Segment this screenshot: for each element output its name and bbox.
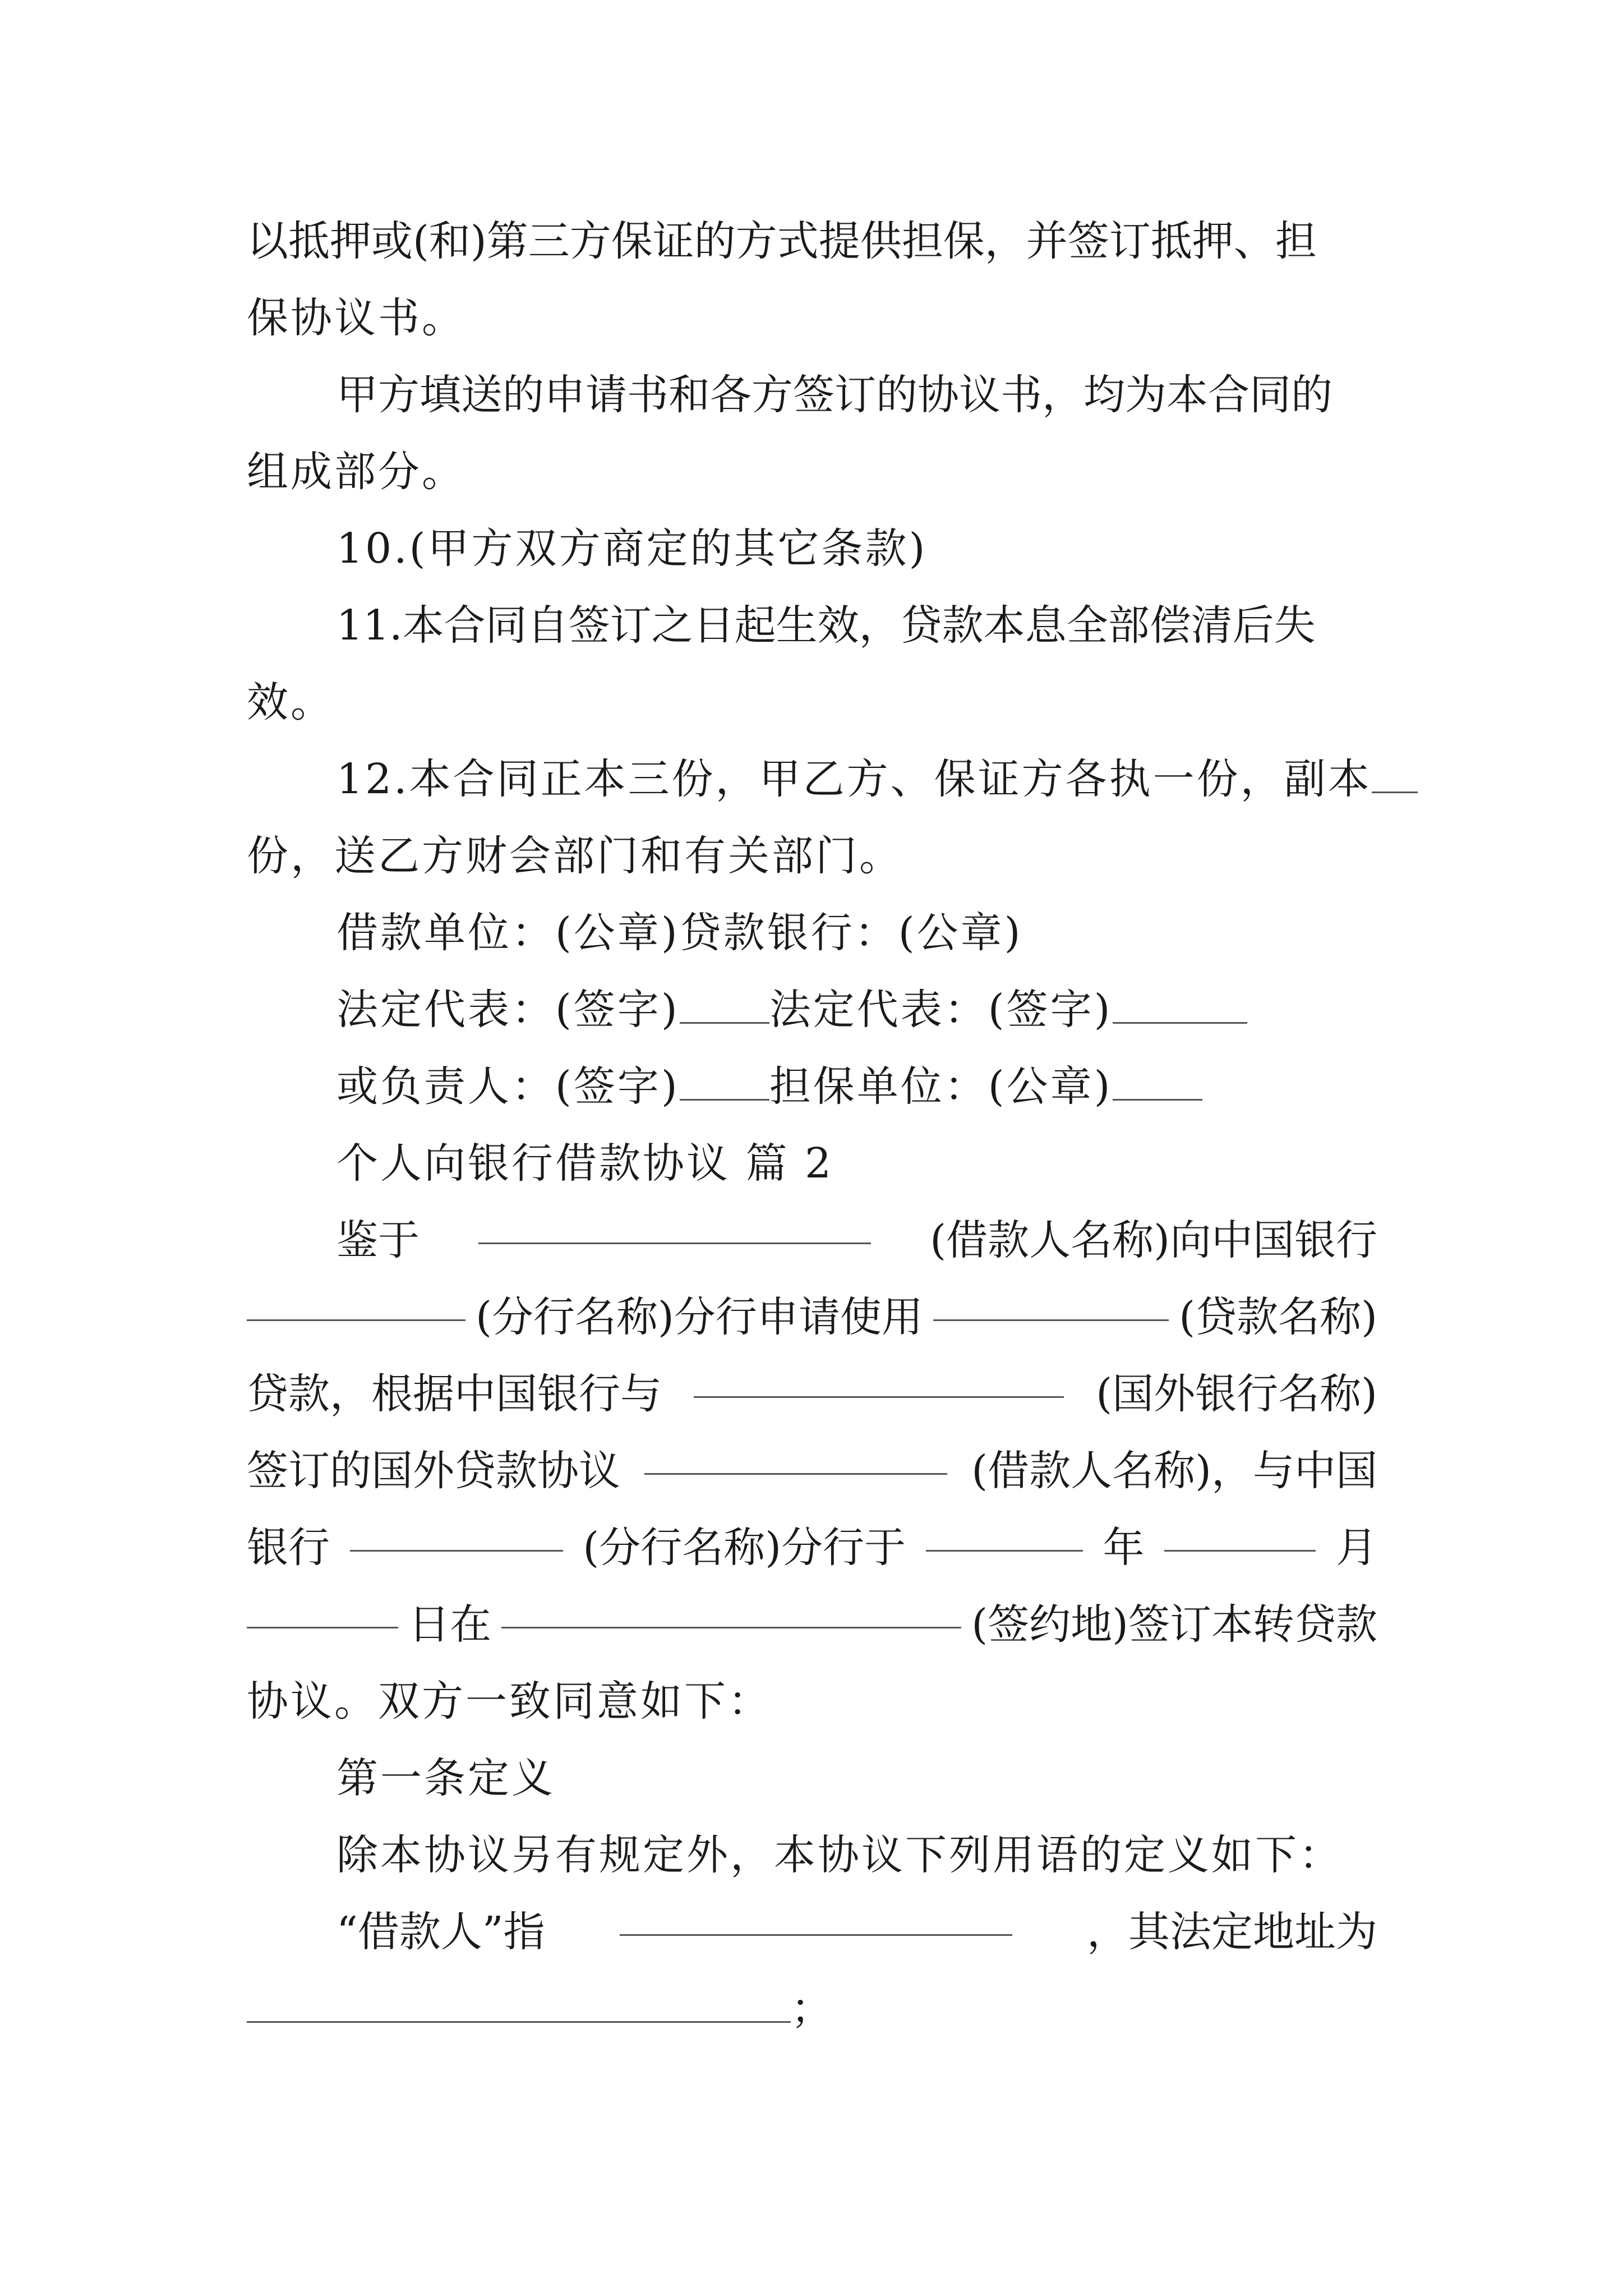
text-line: (国外银行名称) (1096, 1370, 1377, 1418)
fill-blank (1372, 750, 1418, 793)
paragraph-line (247, 663, 334, 742)
text-line: 月 (1335, 1524, 1377, 1572)
paragraph-line (247, 202, 1377, 280)
paragraph-line (336, 1201, 1377, 1280)
text-line: 11.本合同自签订之日起生效，贷款本息全部偿清后失 (336, 601, 1316, 650)
text-line: ； (791, 1985, 834, 2033)
text-line: (贷款名称) (1179, 1293, 1377, 1341)
text-line: 除本协议另有规定外，本协议下列用语的定义如下： (336, 1831, 1343, 1879)
text-line: 12.本合同正本三份，甲乙方、保证方各执一份，副本 (336, 755, 1372, 803)
fill-blank (478, 1201, 871, 1244)
text-line: 签订的国外贷款协议 (247, 1447, 620, 1495)
text-line: 日在 (408, 1600, 492, 1649)
fill-blank (1113, 981, 1247, 1024)
paragraph-line (247, 1970, 834, 2048)
fill-blank (247, 1278, 465, 1321)
fill-blank (1113, 1057, 1202, 1101)
paragraph-line (247, 1355, 1377, 1433)
text-line: “借款人”指 (336, 1908, 545, 1956)
signature-line (336, 894, 1022, 972)
text-line: 法定代表：(签字) (336, 986, 680, 1034)
fill-blank (247, 1585, 398, 1628)
paragraph-line (336, 1893, 1377, 1971)
text-line: 借款单位：(公章)贷款银行：(公章) (336, 909, 1023, 957)
paragraph-line (247, 1662, 772, 1741)
paragraph-line (247, 1585, 1377, 1664)
text-line: (借款人名称)，与中国 (971, 1447, 1377, 1495)
fill-blank (247, 1980, 791, 2023)
text-line: 效。 (247, 678, 334, 726)
text-line: 10.(甲方双方商定的其它条款) (336, 524, 928, 573)
text-line: 法定代表：(签字) (769, 986, 1113, 1034)
fill-blank (620, 1893, 1012, 1936)
text-line: ，其法定地址为 (1086, 1908, 1377, 1956)
fill-blank (1164, 1508, 1316, 1552)
fill-blank (680, 981, 769, 1024)
paragraph-line (336, 356, 1377, 434)
text-line: 甲方填送的申请书和各方签订的协议书，均为本合同的 (336, 371, 1332, 419)
text-line: 或负责人：(签字) (336, 1062, 680, 1111)
clause-10 (336, 509, 927, 588)
text-line: 年 (1103, 1524, 1145, 1572)
fill-blank (644, 1432, 947, 1475)
text-line: 银行 (247, 1524, 330, 1572)
paragraph-line (247, 432, 465, 511)
text-line: 鉴于 (336, 1216, 419, 1264)
fill-blank (350, 1508, 563, 1552)
text-line: 个人向银行借款协议 篇 2 (336, 1139, 834, 1188)
clause-11 (336, 586, 1377, 665)
paragraph-line (247, 1278, 1377, 1356)
text-line: 以抵押或(和)第三方保证的方式提供担保，并签订抵押、担 (247, 217, 1317, 265)
clause-12 (336, 740, 1418, 818)
paragraph-line (247, 1508, 1377, 1587)
fill-blank (680, 1057, 769, 1101)
text-line: 份，送乙方财会部门和有关部门。 (247, 832, 903, 880)
text-line: (签约地)签订本转贷款 (971, 1600, 1377, 1649)
signature-line (336, 1047, 1202, 1126)
paragraph-line (336, 1816, 1343, 1894)
paragraph-line (247, 817, 903, 895)
fill-blank (933, 1278, 1169, 1321)
text-line: (分行名称)分行申请使用 (476, 1293, 923, 1341)
text-line: 保协议书。 (247, 294, 465, 342)
article-heading (336, 1739, 555, 1818)
text-line: 担保单位：(公章) (769, 1062, 1113, 1111)
signature-line (336, 970, 1247, 1049)
paragraph-line (247, 279, 465, 357)
text-line: 组成部分。 (247, 448, 465, 496)
fill-blank (926, 1508, 1083, 1552)
section-heading (336, 1124, 833, 1203)
text-line: 贷款，根据中国银行与 (247, 1370, 662, 1418)
text-line: 协议。双方一致同意如下： (247, 1677, 772, 1726)
paragraph-line (247, 1432, 1377, 1510)
text-line: (分行名称)分行于 (583, 1524, 906, 1572)
text-line: (借款人名称)向中国银行 (930, 1216, 1377, 1264)
fill-blank (501, 1585, 961, 1628)
fill-blank (694, 1355, 1064, 1398)
text-line: 第一条定义 (336, 1754, 555, 1802)
